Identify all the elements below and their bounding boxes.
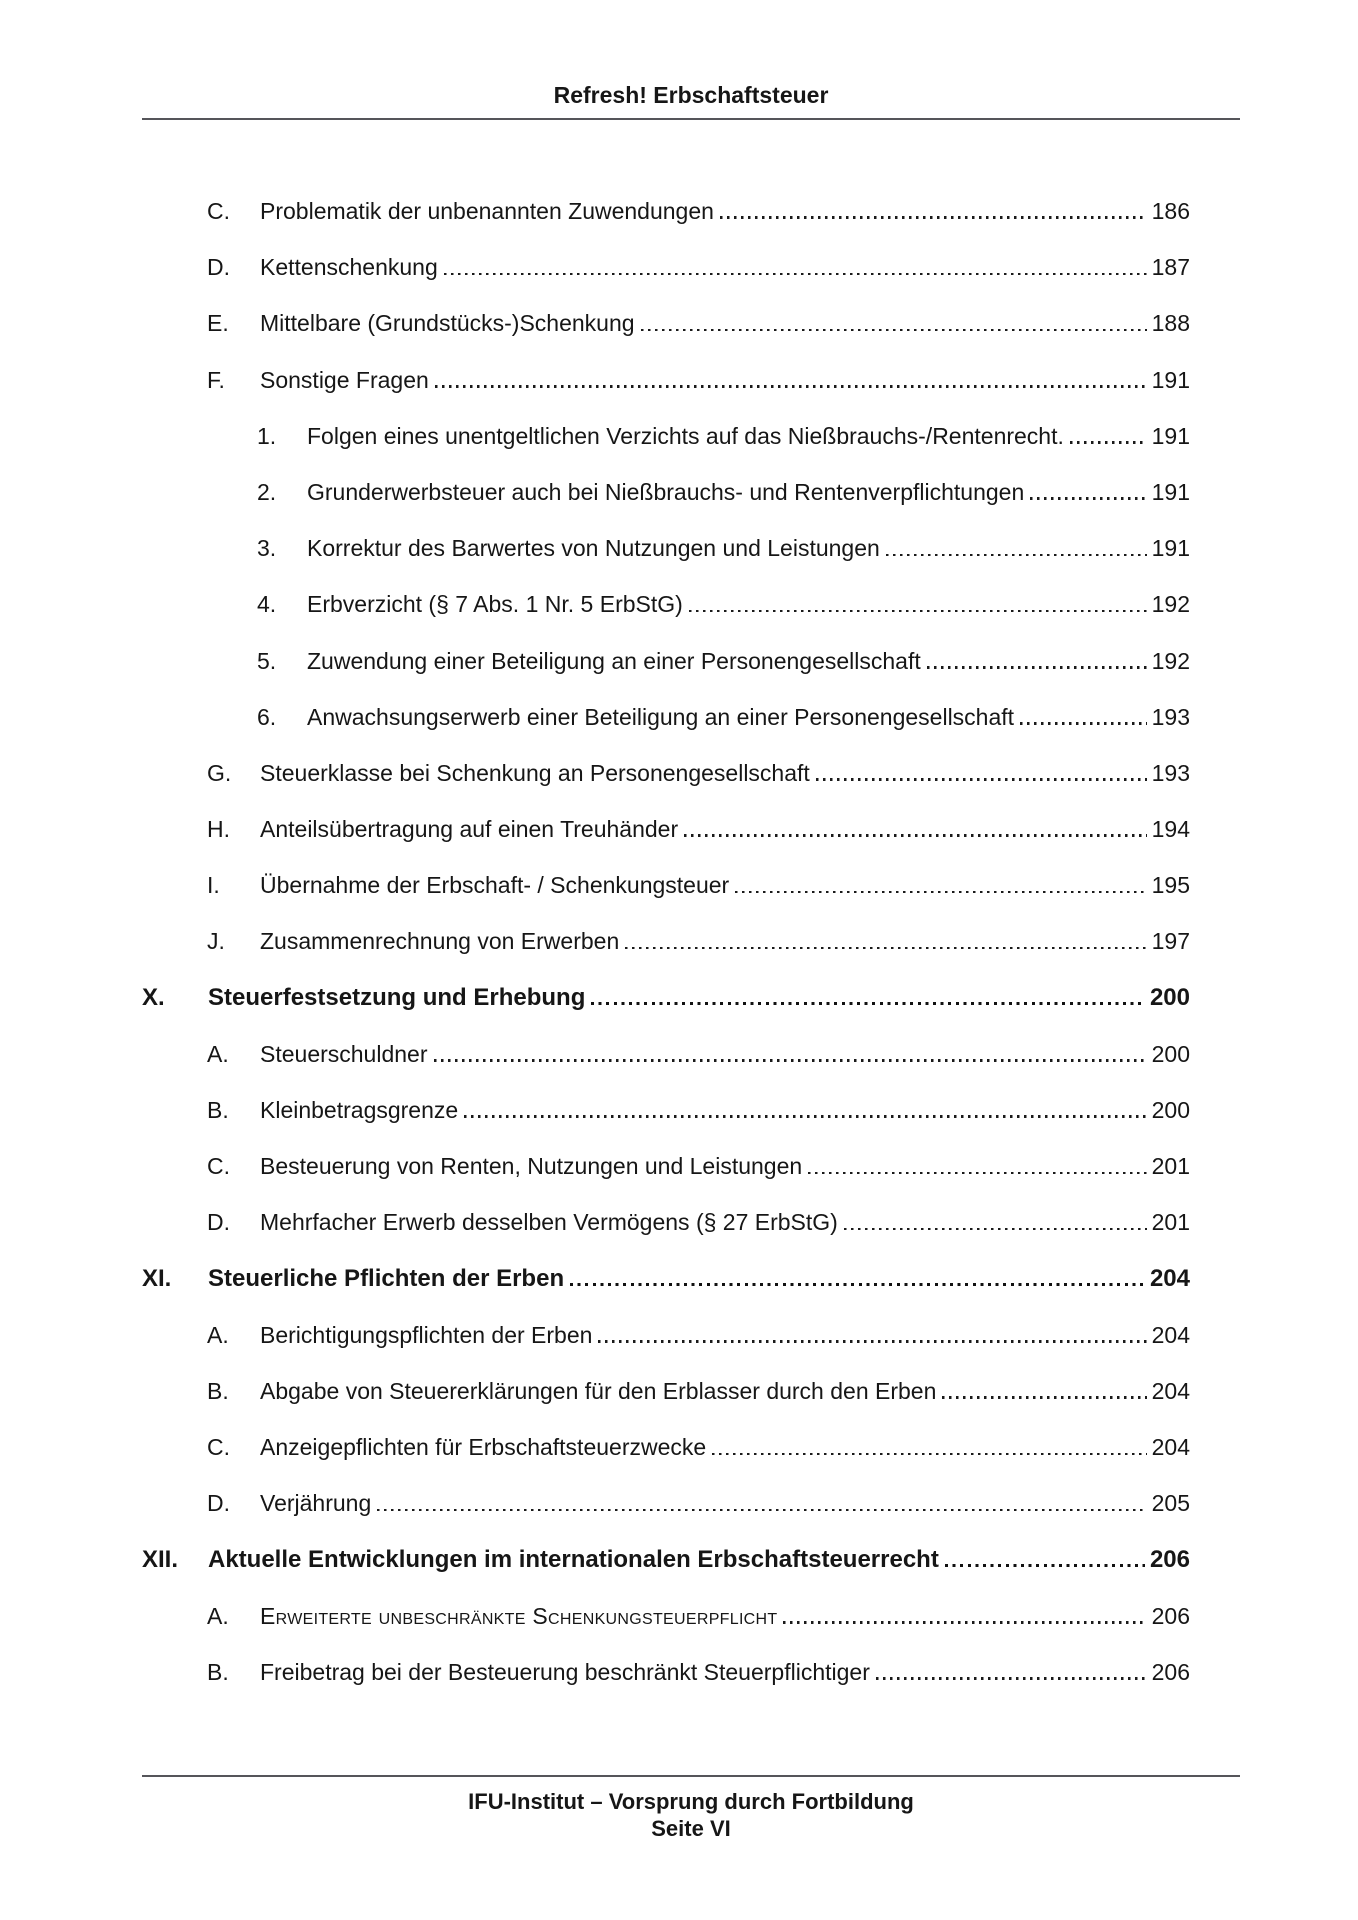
toc-entry-row: [142, 1264, 1190, 1320]
toc-entry-text: Erweiterte unbeschränkte Schenkungsteuerpflicht: [260, 1602, 778, 1629]
toc-entry-text: Besteuerung von Renten, Nutzungen und Leistungen: [260, 1153, 803, 1180]
toc-entry-row: [142, 814, 1190, 870]
toc-entry-row: [142, 1545, 1190, 1601]
dot-leader: [570, 1283, 1145, 1286]
toc-entry-text: Verjährung: [260, 1490, 372, 1517]
toc-entry-row: [142, 1039, 1190, 1095]
toc-entry-label: A.: [207, 1321, 229, 1348]
toc-entry-row: [142, 702, 1190, 758]
header-divider: [142, 118, 1240, 120]
toc-entry-text: Mehrfacher Erwerb desselben Vermögens (§ 27 ErbStG): [260, 1209, 838, 1236]
toc-entry-label: B.: [207, 1658, 229, 1685]
toc-entry-text: Folgen eines unentgeltlichen Verzichts auf das Nießbrauchs-/Rentenrecht.: [307, 422, 1064, 449]
toc-entry-label: D.: [207, 1209, 230, 1236]
toc-entry-text: Anteilsübertragung auf einen Treuhänder: [260, 816, 679, 843]
dot-leader: [625, 947, 1146, 950]
toc-entry-label: D.: [207, 254, 230, 281]
toc-entry-page-number: 204: [1151, 1321, 1190, 1348]
toc-entry-label: A.: [207, 1040, 229, 1067]
page-header-title: Refresh! Erbschaftsteuer: [553, 82, 829, 108]
dot-leader: [1030, 497, 1146, 500]
toc-entry-page-number: 193: [1151, 703, 1190, 730]
dot-leader: [464, 1115, 1146, 1118]
toc-entry-row: [142, 870, 1190, 926]
dot-leader: [720, 216, 1147, 219]
toc-entry-text: Steuerschuldner: [260, 1040, 428, 1067]
toc-entry-row: [142, 1207, 1190, 1263]
toc-entry-text: Freibetrag bei der Besteuerung beschränkt Steuerpflichtiger: [260, 1658, 870, 1685]
toc-entry-page-number: 204: [1149, 1264, 1190, 1292]
toc-entry-label: G.: [207, 759, 232, 786]
toc-entry-page-number: 191: [1151, 478, 1190, 505]
toc-entry-label: X.: [142, 983, 165, 1011]
toc-entry-text: Mittelbare (Grundstücks-)Schenkung: [260, 310, 635, 337]
dot-leader: [641, 329, 1147, 332]
dot-leader: [591, 1002, 1145, 1005]
toc-entry-label: D.: [207, 1490, 230, 1517]
toc-entry-row: [142, 308, 1190, 364]
toc-entry-row: [142, 1320, 1190, 1376]
dot-leader: [434, 1059, 1147, 1062]
dot-leader: [783, 1621, 1146, 1624]
toc-entry-row: [142, 1488, 1190, 1544]
dot-leader: [942, 1396, 1146, 1399]
dot-leader: [735, 891, 1146, 894]
toc-entry-text: Anzeigepflichten für Erbschaftsteuerzwecke: [260, 1434, 707, 1461]
dot-leader: [435, 385, 1147, 388]
toc-entry-page-number: 206: [1149, 1545, 1190, 1573]
toc-entry-text: Korrektur des Barwertes von Nutzungen und Leistungen: [307, 535, 880, 562]
toc-entry-row: [142, 477, 1190, 533]
toc-entry-row: [142, 252, 1190, 308]
footer-institute-line: IFU-Institut – Vorsprung durch Fortbildung: [468, 1789, 914, 1814]
toc-entry-label: F.: [207, 366, 225, 393]
toc-entry-text: Anwachsungserwerb einer Beteiligung an einer Personengesellschaft: [307, 703, 1015, 730]
toc-entry-row: [142, 1657, 1190, 1713]
toc-entry-text: Zusammenrechnung von Erwerben: [260, 928, 620, 955]
toc-entry-page-number: 201: [1151, 1209, 1190, 1236]
toc-entry-row: [142, 589, 1190, 645]
toc-entry-row: [142, 533, 1190, 589]
toc-entry-page-number: 193: [1151, 759, 1190, 786]
toc-entry-row: [142, 421, 1190, 477]
footer-divider: [142, 1775, 1240, 1777]
toc-entry-page-number: 191: [1151, 366, 1190, 393]
toc-entry-page-number: 205: [1151, 1490, 1190, 1517]
toc-entry-page-number: 187: [1151, 254, 1190, 281]
toc-entry-label: H.: [207, 816, 230, 843]
toc-entry-text: Kettenschenkung: [260, 254, 438, 281]
toc-entry-row: [142, 1151, 1190, 1207]
toc-entry-row: [142, 196, 1190, 252]
toc-entry-page-number: 191: [1151, 535, 1190, 562]
toc-entry-label: J.: [207, 928, 225, 955]
toc-entry-row: [142, 983, 1190, 1039]
toc-entry-label: A.: [207, 1602, 229, 1629]
dot-leader: [876, 1677, 1147, 1680]
dot-leader: [945, 1564, 1145, 1567]
toc-entry-label: 2.: [257, 478, 277, 505]
toc-entry-text: Steuerklasse bei Schenkung an Personengesellschaft: [260, 759, 810, 786]
dot-leader: [712, 1453, 1146, 1456]
toc-entry-text: Übernahme der Erbschaft- / Schenkungsteuer: [260, 872, 730, 899]
toc-entry-text: Aktuelle Entwicklungen im internationalen Erbschaftsteuerrecht: [208, 1545, 939, 1573]
toc-entry-page-number: 206: [1151, 1602, 1190, 1629]
toc-entry-row: [142, 926, 1190, 982]
dot-leader: [689, 610, 1147, 613]
toc-entry-label: B.: [207, 1377, 229, 1404]
toc-entry-text: Erbverzicht (§ 7 Abs. 1 Nr. 5 ErbStG): [307, 591, 683, 618]
toc-entry-text: Sonstige Fragen: [260, 366, 429, 393]
toc-entry-text: Steuerfestsetzung und Erhebung: [208, 983, 586, 1011]
toc-entry-page-number: 200: [1151, 1040, 1190, 1067]
toc-entry-label: XI.: [142, 1264, 172, 1292]
toc-entry-page-number: 204: [1151, 1434, 1190, 1461]
toc-entry-page-number: 186: [1151, 198, 1190, 224]
toc-entry-row: [142, 1376, 1190, 1432]
toc-entry-label: 1.: [257, 422, 277, 449]
dot-leader: [598, 1340, 1146, 1343]
toc-entry-row: [142, 646, 1190, 702]
dot-leader: [684, 834, 1146, 837]
toc-entry-label: C.: [207, 1434, 230, 1461]
toc-entry-row: [142, 365, 1190, 421]
toc-entry-label: 5.: [257, 647, 277, 674]
toc-entry-label: I.: [207, 872, 220, 899]
toc-entry-text: Kleinbetragsgrenze: [260, 1097, 459, 1123]
toc-entry-page-number: 194: [1151, 816, 1190, 843]
toc-entry-label: XII.: [142, 1545, 179, 1573]
toc-entry-page-number: 192: [1151, 647, 1190, 674]
table-of-contents: [142, 196, 1190, 1713]
toc-entry-row: [142, 758, 1190, 814]
toc-entry-page-number: 192: [1151, 591, 1190, 618]
toc-entry-page-number: 197: [1151, 928, 1190, 955]
dot-leader: [816, 778, 1147, 781]
toc-entry-label: C.: [207, 198, 230, 224]
dot-leader: [1070, 441, 1147, 444]
toc-entry-text: Grunderwerbsteuer auch bei Nießbrauchs- und Rentenverpflichtungen: [307, 478, 1025, 505]
dot-leader: [886, 554, 1147, 557]
toc-entry-text: Abgabe von Steuererklärungen für den Erblasser durch den Erben: [260, 1377, 937, 1404]
toc-entry-page-number: 195: [1151, 872, 1190, 899]
toc-entry-page-number: 200: [1149, 983, 1190, 1011]
toc-entry-label: 4.: [257, 591, 277, 618]
dot-leader: [377, 1509, 1146, 1512]
toc-entry-page-number: 206: [1151, 1658, 1190, 1685]
toc-entry-text: Steuerliche Pflichten der Erben: [208, 1264, 565, 1292]
toc-entry-page-number: 200: [1151, 1097, 1190, 1123]
dot-leader: [927, 666, 1147, 669]
toc-entry-row: [142, 1095, 1190, 1151]
toc-entry-label: C.: [207, 1153, 230, 1180]
dot-leader: [808, 1172, 1146, 1175]
footer-page-label: Seite VI: [651, 1816, 731, 1841]
dot-leader: [1020, 722, 1147, 725]
toc-entry-page-number: 204: [1151, 1377, 1190, 1404]
toc-entry-label: E.: [207, 310, 229, 337]
toc-entry-row: [142, 1432, 1190, 1488]
toc-entry-page-number: 188: [1151, 310, 1190, 337]
toc-entry-text: Berichtigungspflichten der Erben: [260, 1321, 593, 1348]
toc-entry-page-number: 191: [1151, 422, 1190, 449]
dot-leader: [444, 273, 1147, 276]
toc-entry-label: B.: [207, 1097, 229, 1123]
toc-entry-row: [142, 1601, 1190, 1657]
toc-entry-text: Zuwendung einer Beteiligung an einer Personengesellschaft: [307, 647, 921, 674]
toc-entry-page-number: 201: [1151, 1153, 1190, 1180]
toc-entry-label: 3.: [257, 535, 277, 562]
dot-leader: [844, 1228, 1147, 1231]
toc-entry-label: 6.: [257, 703, 277, 730]
toc-entry-text: Problematik der unbenannten Zuwendungen: [260, 198, 714, 224]
